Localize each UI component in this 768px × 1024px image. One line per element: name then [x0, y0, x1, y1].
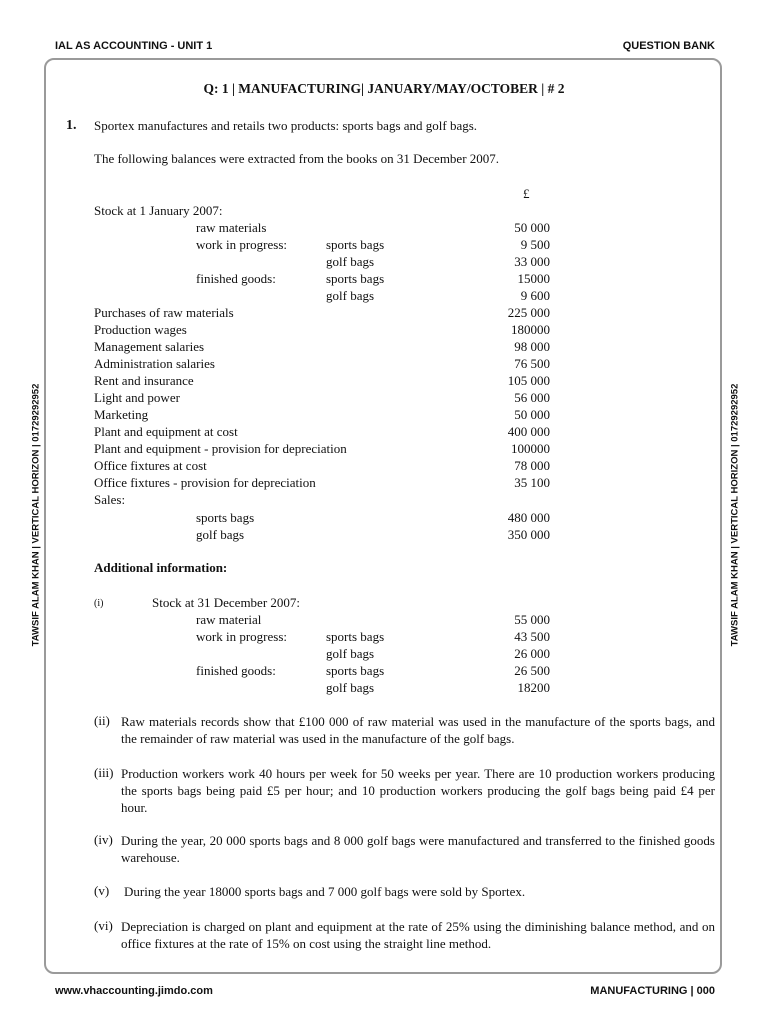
stock-close-wip-label: work in progress:	[196, 629, 287, 644]
note-marker-iv: (iv)	[94, 832, 113, 847]
stock-open-raw-value: 50 000	[514, 220, 550, 235]
stock-open-fg-golf-value: 9 600	[520, 288, 550, 303]
balance-value: 35 100	[514, 475, 550, 490]
sales-sports-label: sports bags	[196, 510, 255, 525]
intro-line-1: Sportex manufactures and retails two products: sports bags and golf bags.	[94, 118, 478, 133]
intro-line-2: The following balances were extracted from the books on 31 December 2007.	[94, 151, 500, 166]
footer-page-label: MANUFACTURING | 000	[590, 985, 715, 997]
balance-label: Light and power	[94, 390, 180, 405]
balance-label: Rent and insurance	[94, 373, 194, 388]
balance-value: 105 000	[507, 373, 550, 388]
stock-open-fg-label: finished goods:	[196, 271, 276, 286]
sales-sports-value: 480 000	[507, 510, 550, 525]
stock-open-wip-golf-value: 33 000	[514, 254, 550, 269]
balance-value: 50 000	[514, 407, 550, 422]
stock-open-fg-sports-value: 15000	[517, 271, 550, 286]
question-title: Q: 1 | MANUFACTURING| JANUARY/MAY/OCTOBER | # 2	[203, 81, 565, 96]
balance-label: Marketing	[94, 407, 149, 422]
stock-open-fg-sports-label: sports bags	[326, 271, 385, 286]
stock-open-wip-sports-label: sports bags	[326, 237, 385, 252]
balance-value: 98 000	[514, 339, 550, 354]
note-marker-vi: (vi)	[94, 918, 113, 933]
stock-open-wip-sports-value: 9 500	[520, 237, 550, 252]
footer-website-link[interactable]: www.vhaccounting.jimdo.com	[55, 985, 213, 997]
note-text-v: During the year 18000 sports bags and 7 000 golf bags were sold by Sportex.	[124, 884, 526, 899]
header-left: IAL AS ACCOUNTING - UNIT 1	[55, 40, 213, 52]
balance-value: 400 000	[507, 424, 550, 439]
stock-close-wip-golf-value: 26 000	[514, 646, 550, 661]
note-marker-ii: (ii)	[94, 713, 110, 728]
balance-label: Plant and equipment - provision for depreciation	[94, 441, 347, 456]
sales-heading: Sales:	[94, 492, 126, 507]
stock-close-fg-golf-value: 18200	[517, 680, 550, 695]
stock-close-wip-sports-label: sports bags	[326, 629, 385, 644]
balance-value: 78 000	[514, 458, 550, 473]
stock-open-raw-label: raw materials	[196, 220, 267, 235]
note-marker-iii: (iii)	[94, 765, 114, 780]
balance-label: Purchases of raw materials	[94, 305, 234, 320]
stock-close-fg-sports-label: sports bags	[326, 663, 385, 678]
note-text-iii: Production workers work 40 hours per week for 50 weeks per year. There are 10 production workers producing the sports bags being paid £5 per hour; and 10 production workers producing the golf bags being paid £4 per hour.	[121, 766, 715, 815]
balance-label: Plant and equipment at cost	[94, 424, 238, 439]
stock-close-raw-label: raw material	[196, 612, 262, 627]
balance-value: 180000	[511, 322, 550, 337]
side-text-left: TAWSIF ALAM KHAN | VERTICAL HORIZON | 01729292952	[30, 383, 42, 647]
additional-info-heading: Additional information:	[94, 560, 228, 575]
sales-golf-value: 350 000	[507, 527, 550, 542]
stock-close-fg-label: finished goods:	[196, 663, 276, 678]
balance-value: 100000	[511, 441, 550, 456]
balance-label: Production wages	[94, 322, 187, 337]
note-text-vi: Depreciation is charged on plant and equipment at the rate of 25% using the diminishing balance method, and on office fixtures at the rate of 15% on cost using the straight line method.	[121, 919, 715, 951]
balance-label: Management salaries	[94, 339, 205, 354]
balance-label: Office fixtures at cost	[94, 458, 207, 473]
balance-label: Office fixtures - provision for depreciation	[94, 475, 316, 490]
note-text-ii: Raw materials records show that £100 000 of raw material was used in the manufacture of the sports bags, and the remainder of raw material was used in the manufacture of the golf bags.	[121, 714, 715, 746]
header-right: QUESTION BANK	[622, 40, 715, 52]
balance-value: 225 000	[507, 305, 550, 320]
note-text-iv: During the year, 20 000 sports bags and 8 000 golf bags were manufactured and transferred to the finished goods warehouse.	[121, 833, 715, 865]
balance-value: 76 500	[514, 356, 550, 371]
stock-close-wip-sports-value: 43 500	[514, 629, 550, 644]
question-number: 1.	[66, 118, 77, 133]
balance-value: 56 000	[514, 390, 550, 405]
balance-label: Administration salaries	[94, 356, 215, 371]
stock-close-fg-golf-label: golf bags	[326, 680, 375, 695]
note-marker-v: (v)	[94, 883, 110, 898]
stock-close-fg-sports-value: 26 500	[514, 663, 550, 678]
side-text-right: TAWSIF ALAM KHAN | VERTICAL HORIZON | 01729292952	[729, 383, 741, 647]
stock-open-wip-label: work in progress:	[196, 237, 287, 252]
note-marker-i: (i)	[94, 598, 104, 609]
sales-golf-label: golf bags	[196, 527, 245, 542]
stock-open-fg-golf-label: golf bags	[326, 288, 375, 303]
stock-open-heading: Stock at 1 January 2007:	[94, 203, 223, 218]
stock-open-wip-golf-label: golf bags	[326, 254, 375, 269]
stock-close-raw-value: 55 000	[514, 612, 550, 627]
currency-symbol: £	[523, 186, 530, 201]
stock-close-heading: Stock at 31 December 2007:	[152, 595, 301, 610]
stock-close-wip-golf-label: golf bags	[326, 646, 375, 661]
